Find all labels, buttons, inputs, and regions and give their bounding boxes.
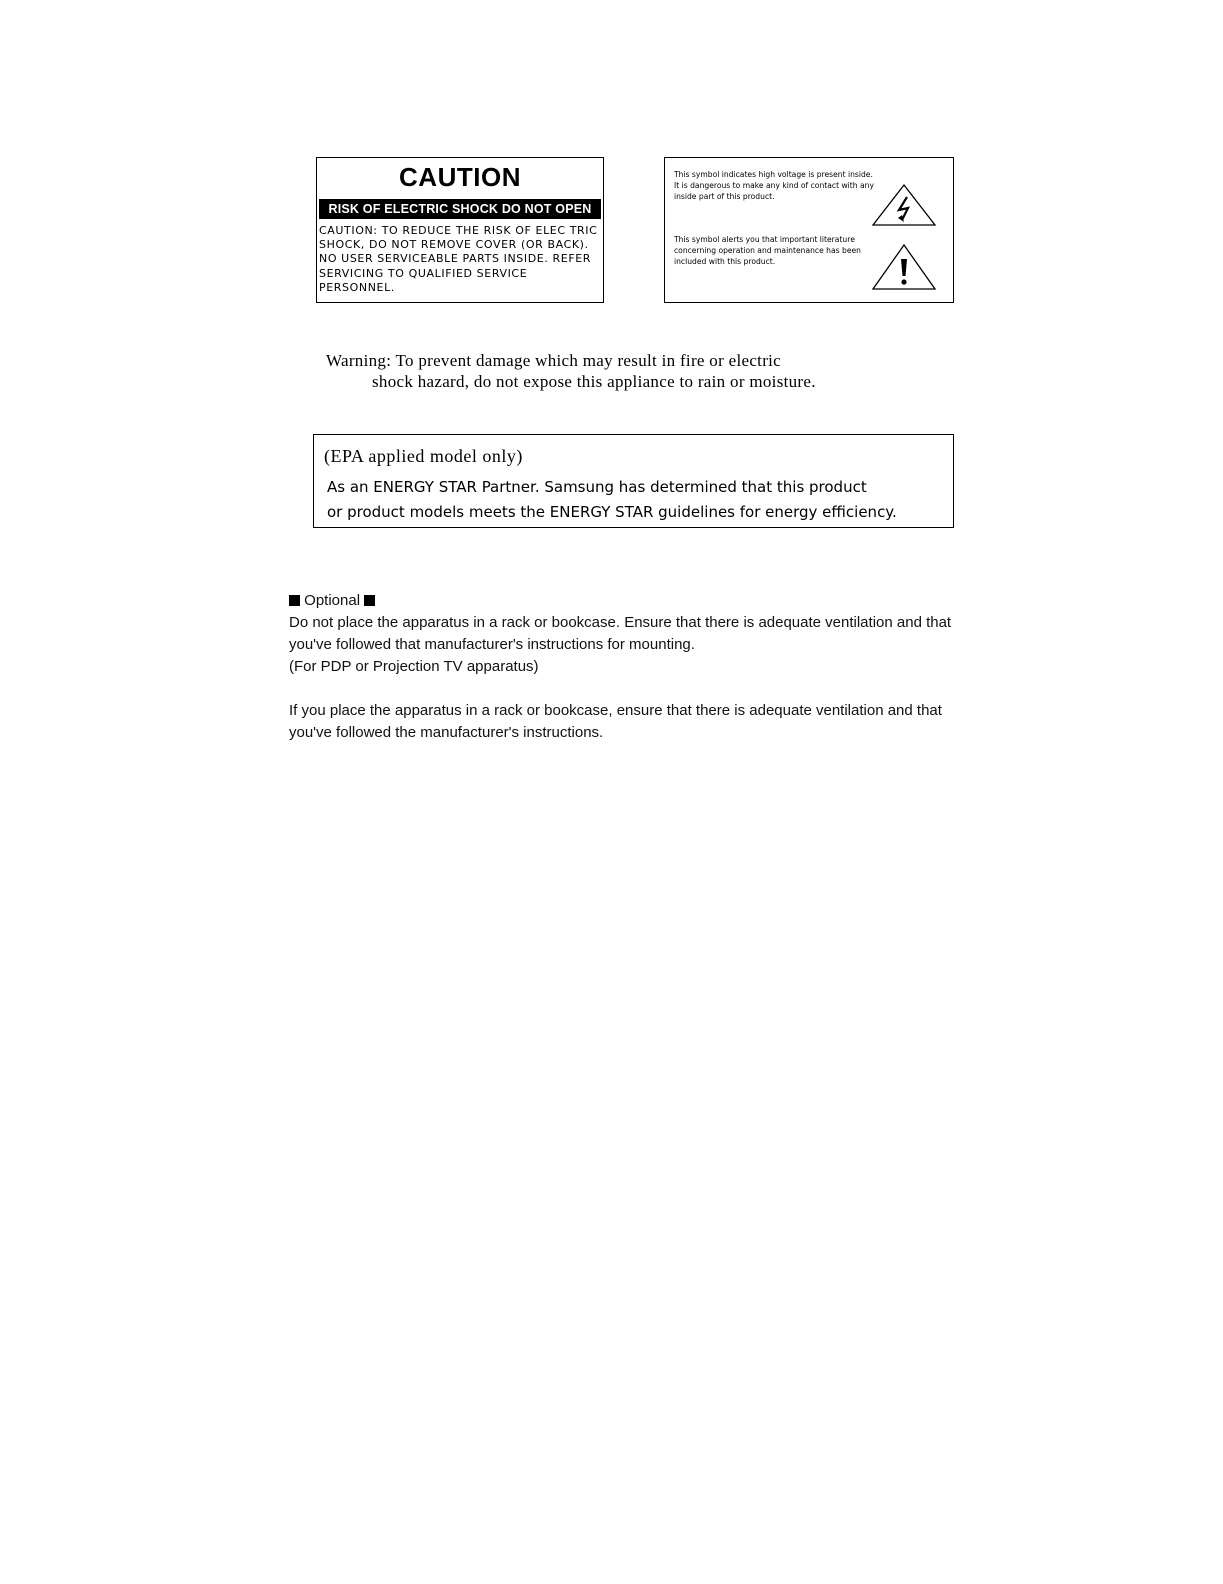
energy-star-statement [327, 475, 953, 525]
energy-star-line-2: or product models meets the ENERGY STAR guidelines for energy efficiency. [327, 503, 897, 521]
optional-paragraph-2: (For PDP or Projection TV apparatus) [289, 658, 539, 675]
attention-description: This symbol alerts you that important literature concerning operation and maintenance has been included with this product. [674, 235, 861, 266]
symbol-explanation-box [664, 157, 954, 303]
caution-text: CAUTION: TO REDUCE THE RISK OF ELEC TRIC SHOCK, DO NOT REMOVE COVER (OR BACK). NO USER SERVICEABLE PARTS INSIDE. REFER SERVICING TO QUALIFIED SERVICE PERSONNEL. [319, 224, 598, 294]
moisture-warning [326, 350, 926, 392]
epa-heading: (EPA applied model only) [324, 446, 523, 466]
optional-paragraph-1: Do not place the apparatus in a rack or bookcase. Ensure that there is adequate ventilation and that you've followed that manufacturer's instructions for mounting. [289, 614, 952, 653]
optional-heading-text: Optional [304, 592, 361, 609]
caution-title: CAUTION [399, 162, 521, 192]
warning-line-1: Warning: To prevent damage which may result in fire or electric [326, 351, 782, 370]
lightning-bolt-triangle-icon [871, 183, 937, 227]
exclamation-triangle-icon [871, 243, 937, 291]
high-voltage-description: This symbol indicates high voltage is present inside. It is dangerous to make any kind of contact with any inside part of this product. [674, 170, 874, 201]
energy-star-line-1: As an ENERGY STAR Partner. Samsung has determined that this product [327, 478, 867, 496]
black-square-icon [364, 595, 375, 606]
shock-warning-bar: RISK OF ELECTRIC SHOCK DO NOT OPEN [319, 199, 601, 219]
energy-star-notice [313, 434, 954, 528]
warning-line-2: shock hazard, do not expose this appliance to rain or moisture. [372, 372, 816, 391]
optional-heading [289, 590, 979, 612]
black-square-icon [289, 595, 300, 606]
optional-paragraph-3: If you place the apparatus in a rack or bookcase, ensure that there is adequate ventilation and that you've followed the manufacturer's instructions. [289, 702, 942, 741]
optional-section [289, 590, 979, 744]
caution-label [316, 157, 604, 303]
